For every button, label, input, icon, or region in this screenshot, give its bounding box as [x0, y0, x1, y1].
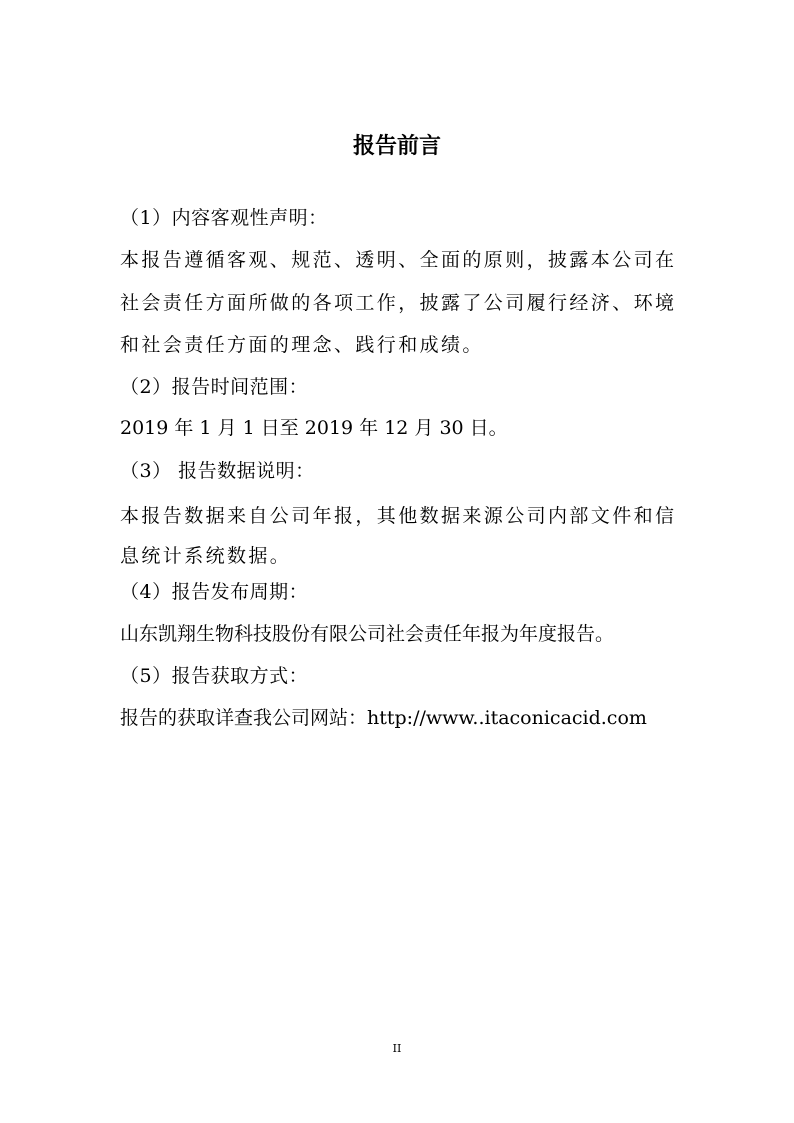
- section-4-line-1: 山东凯翔生物科技股份有限公司社会责任年报为年度报告。: [120, 623, 615, 645]
- page-number: II: [392, 1042, 402, 1055]
- section-1-line-1: 本报告遵循客观、规范、透明、全面的原则，披露本公司在: [120, 249, 677, 271]
- section-2-heading: （2）报告时间范围：: [120, 376, 309, 398]
- section-1-heading: （1）内容客观性声明：: [120, 207, 328, 229]
- section-1-line-2: 社会责任方面所做的各项工作，披露了公司履行经济、环境: [120, 292, 677, 314]
- section-3-heading: （3） 报告数据说明：: [120, 460, 315, 482]
- section-5-line-1: 报告的获取详查我公司网站：http://www..itaconicacid.com: [120, 707, 647, 729]
- section-2-line-1: 2019 年 1 月 1 日至 2019 年 12 月 30 日。: [120, 417, 508, 439]
- section-3-line-2: 息统计系统数据。: [120, 545, 292, 567]
- section-1-line-3: 和社会责任方面的理念、践行和成绩。: [120, 334, 484, 356]
- section-4-heading: （4）报告发布周期：: [120, 581, 309, 603]
- section-5-heading: （5）报告获取方式：: [120, 665, 309, 687]
- page-title: 报告前言: [352, 134, 441, 159]
- section-3-line-1: 本报告数据来自公司年报，其他数据来源公司内部文件和信: [120, 505, 677, 527]
